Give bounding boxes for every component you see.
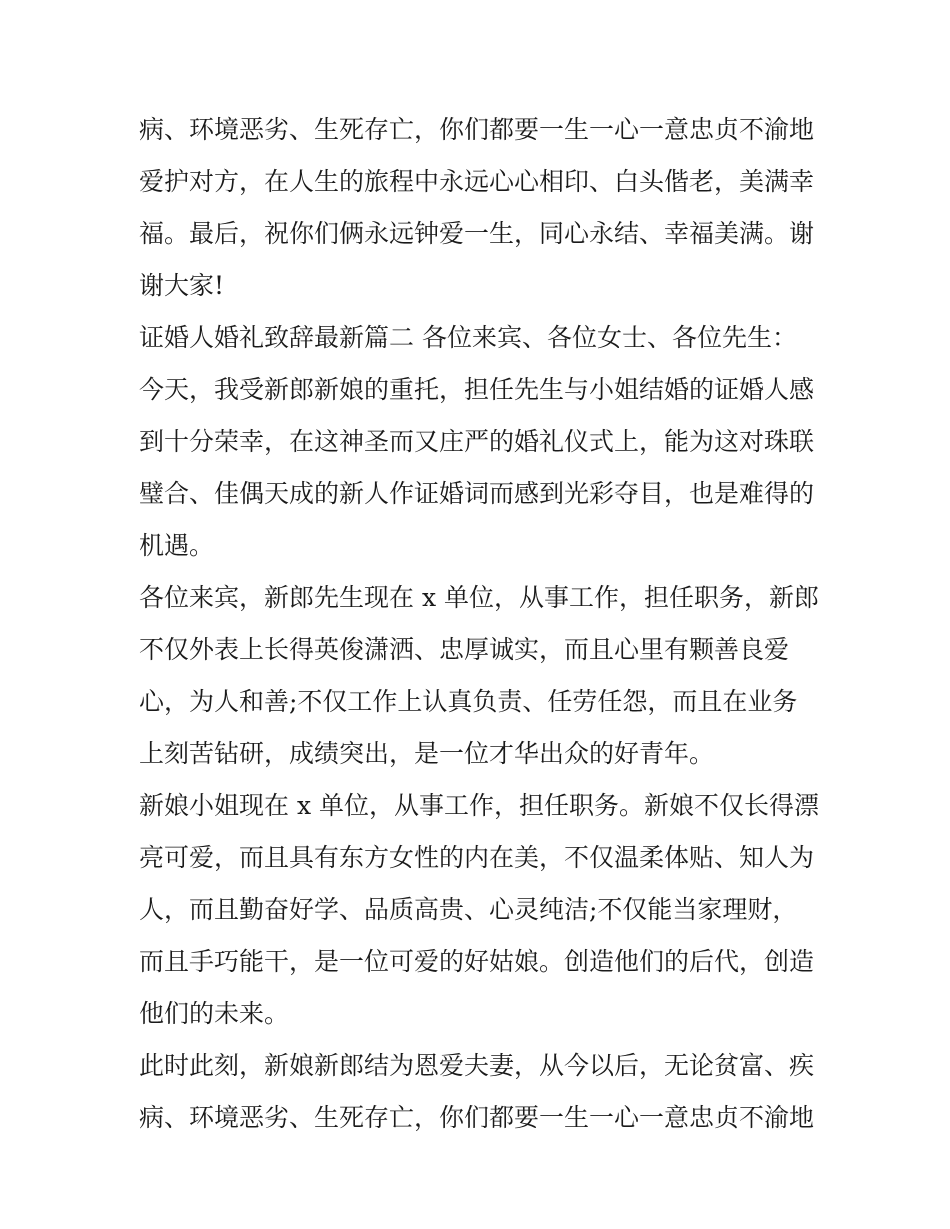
text-line: 而且手巧能干，是一位可爱的好姑娘。创造他们的后代，创造: [139, 947, 815, 976]
document-body: [139, 104, 819, 1144]
text-line: 新娘小姐现在 x 单位，从事工作，担任职务。新娘不仅长得漂: [139, 791, 819, 820]
text-line: 亮可爱，而且具有东方女性的内在美，不仅温柔体贴、知人为: [139, 843, 815, 872]
text-line: 机遇。: [139, 531, 215, 560]
text-line: 谢大家!: [139, 271, 225, 300]
text-line: 病、环境恶劣、生死存亡，你们都要一生一心一意忠贞不渝地: [139, 1103, 815, 1132]
text-line: 爱护对方，在人生的旅程中永远心心相印、白头偕老，美满幸: [139, 167, 815, 196]
text-line: 到十分荣幸，在这神圣而又庄严的婚礼仪式上，能为这对珠联: [139, 427, 815, 456]
text-line: 福。最后，祝你们俩永远钟爱一生，同心永结、幸福美满。谢: [139, 219, 815, 248]
text-line: 他们的未来。: [139, 999, 290, 1028]
text-line: 心，为人和善;不仅工作上认真负责、任劳任怨，而且在业务: [139, 687, 798, 716]
text-line: 病、环境恶劣、生死存亡，你们都要一生一心一意忠贞不渝地: [139, 115, 815, 144]
text-line: 各位来宾，新郎先生现在 x 单位，从事工作，担任职务，新郎: [139, 583, 819, 612]
section-heading: 证婚人婚礼致辞最新篇二 各位来宾、各位女士、各位先生：: [139, 323, 797, 352]
text-line: 不仅外表上长得英俊潇洒、忠厚诚实，而且心里有颗善良爱: [139, 635, 790, 664]
text-line: 上刻苦钻研，成绩突出，是一位才华出众的好青年。: [139, 739, 715, 768]
text-line: 今天，我受新郎新娘的重托，担任先生与小姐结婚的证婚人感: [139, 375, 815, 404]
text-line: 此时此刻，新娘新郎结为恩爱夫妻，从今以后，无论贫富、疾: [139, 1051, 815, 1080]
text-line: 璧合、佳偶天成的新人作证婚词而感到光彩夺目，也是难得的: [139, 479, 815, 508]
text-line: 人，而且勤奋好学、品质高贵、心灵纯洁;不仅能当家理财，: [139, 895, 798, 924]
